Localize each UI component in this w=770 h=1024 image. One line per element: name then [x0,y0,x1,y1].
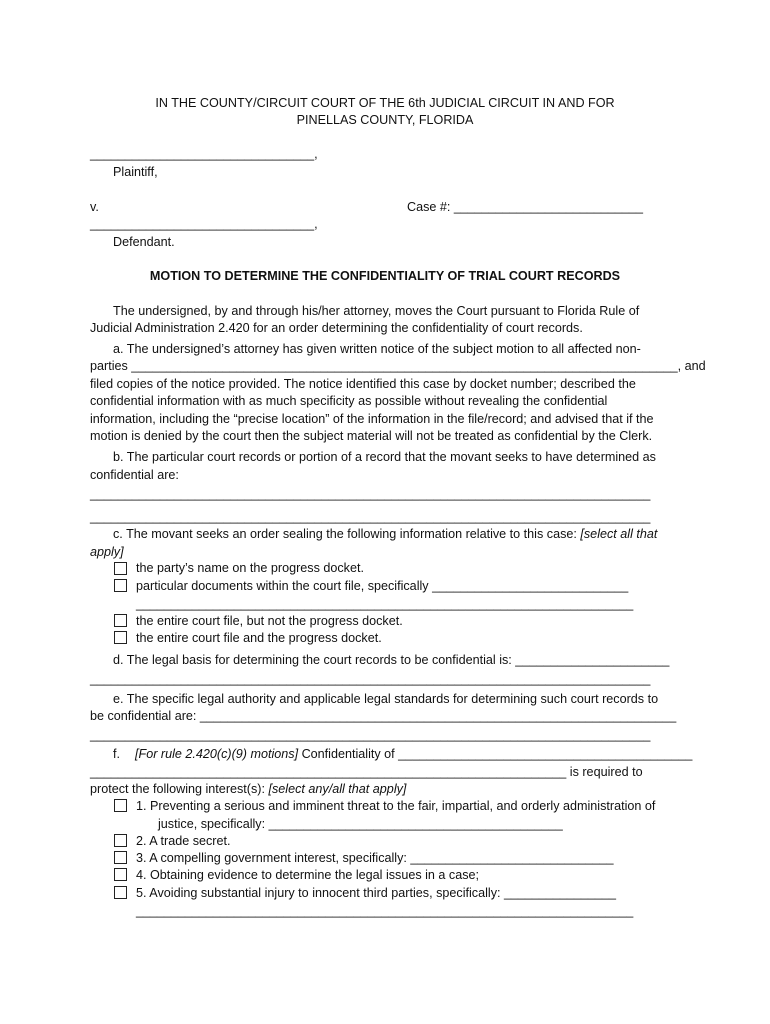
item-c-line1 [113,526,657,544]
checkbox-entire-file-and-docket[interactable] [114,631,127,644]
court-header-line2: PINELLAS COUNTY, FLORIDA [296,113,474,127]
checkbox-party-name[interactable] [114,562,127,575]
item-c-text: c. The movant seeks an order sealing the following information relative to this case: [113,527,581,541]
defendant-label: Defendant. [113,235,175,249]
checkbox-interest-4[interactable] [114,868,127,881]
item-f-confidentiality-of[interactable]: Confidentiality of __________________________________________ [298,747,693,761]
item-c-instruction-cont: apply] [90,545,124,559]
option-particular-documents-cont[interactable]: _______________________________________________________________________ [136,597,634,611]
item-f-interests-text: protect the following interest(s): [90,782,269,796]
case-number-field[interactable]: Case #: ___________________________ [407,200,644,214]
option-particular-documents[interactable]: particular documents within the court file, specifically ____________________________ [136,579,629,593]
item-b-line1: b. The particular court records or portion of a record that the movant seeks to have determined as [113,450,656,464]
item-a-line2[interactable]: parties ______________________________________________________________________________, and [90,359,706,373]
item-f-line2[interactable]: ____________________________________________________________________ is required to [90,765,643,779]
item-e-line2[interactable]: be confidential are: ____________________________________________________________________ [90,709,677,723]
checkbox-particular-documents[interactable] [114,579,127,592]
checkbox-interest-3[interactable] [114,851,127,864]
interest-2-label: 2. A trade secret. [136,834,231,848]
item-b-blank1[interactable]: ________________________________________________________________________________ [90,487,651,501]
item-e-blank[interactable]: ________________________________________________________________________________ [90,728,651,742]
court-header-line1: IN THE COUNTY/CIRCUIT COURT OF THE 6th JUDICIAL CIRCUIT IN AND FOR [155,96,615,110]
item-a-line3: filed copies of the notice provided. The notice identified this case by docket number; described the [90,377,636,391]
item-a-line5: information, including the “precise location” of the information in the file/record; and advised that if the [90,412,654,426]
option-entire-file-and-docket: the entire court file and the progress docket. [136,631,382,645]
item-f-line1[interactable] [113,746,692,764]
interest-1-cont[interactable]: justice, specifically: __________________________________________ [158,817,563,831]
item-a-line1: a. The undersigned’s attorney has given written notice of the subject motion to all affected non- [113,342,641,356]
interest-5-cont[interactable]: _______________________________________________________________________ [136,904,634,918]
versus-label: v. [90,200,99,214]
item-b-blank2[interactable]: ________________________________________________________________________________ [90,510,651,524]
option-party-name: the party’s name on the progress docket. [136,561,364,575]
plaintiff-blank[interactable]: ________________________________, [90,147,318,161]
intro-line2: Judicial Administration 2.420 for an order determining the confidentiality of court records. [90,321,583,335]
item-d-line1[interactable]: d. The legal basis for determining the court records to be confidential is: ______________________ [113,653,670,667]
item-f-prefix: f. [113,747,120,761]
item-c-instruction: [select all that [580,527,658,541]
item-f-line3 [90,781,406,799]
item-d-blank[interactable]: ________________________________________________________________________________ [90,672,651,686]
item-a-line4: confidential information with as much specificity as possible without revealing the confidential [90,394,608,408]
intro-line1: The undersigned, by and through his/her attorney, moves the Court pursuant to Florida Rule of [113,304,640,318]
plaintiff-label: Plaintiff, [113,165,158,179]
checkbox-interest-1[interactable] [114,799,127,812]
item-b-line2: confidential are: [90,468,179,482]
checkbox-interest-2[interactable] [114,834,127,847]
interest-1-label: 1. Preventing a serious and imminent threat to the fair, impartial, and orderly administration of [136,799,656,813]
item-f-rule-note: [For rule 2.420(c)(9) motions] [135,747,299,761]
interest-3-label[interactable]: 3. A compelling government interest, specifically: _____________________________ [136,851,614,865]
item-e-line1: e. The specific legal authority and applicable legal standards for determining such court records to [113,692,659,706]
item-f-interests-instruction: [select any/all that apply] [268,782,407,796]
defendant-blank[interactable]: ________________________________, [90,217,318,231]
item-a-line6: motion is denied by the court then the subject material will not be treated as confidential by the Clerk. [90,429,653,443]
checkbox-entire-file[interactable] [114,614,127,627]
interest-5-label[interactable]: 5. Avoiding substantial injury to innocent third parties, specifically: ________________ [136,886,617,900]
interest-4-label: 4. Obtaining evidence to determine the legal issues in a case; [136,868,480,882]
motion-title: MOTION TO DETERMINE THE CONFIDENTIALITY OF TRIAL COURT RECORDS [149,269,621,283]
checkbox-interest-5[interactable] [114,886,127,899]
option-entire-file: the entire court file, but not the progress docket. [136,614,403,628]
